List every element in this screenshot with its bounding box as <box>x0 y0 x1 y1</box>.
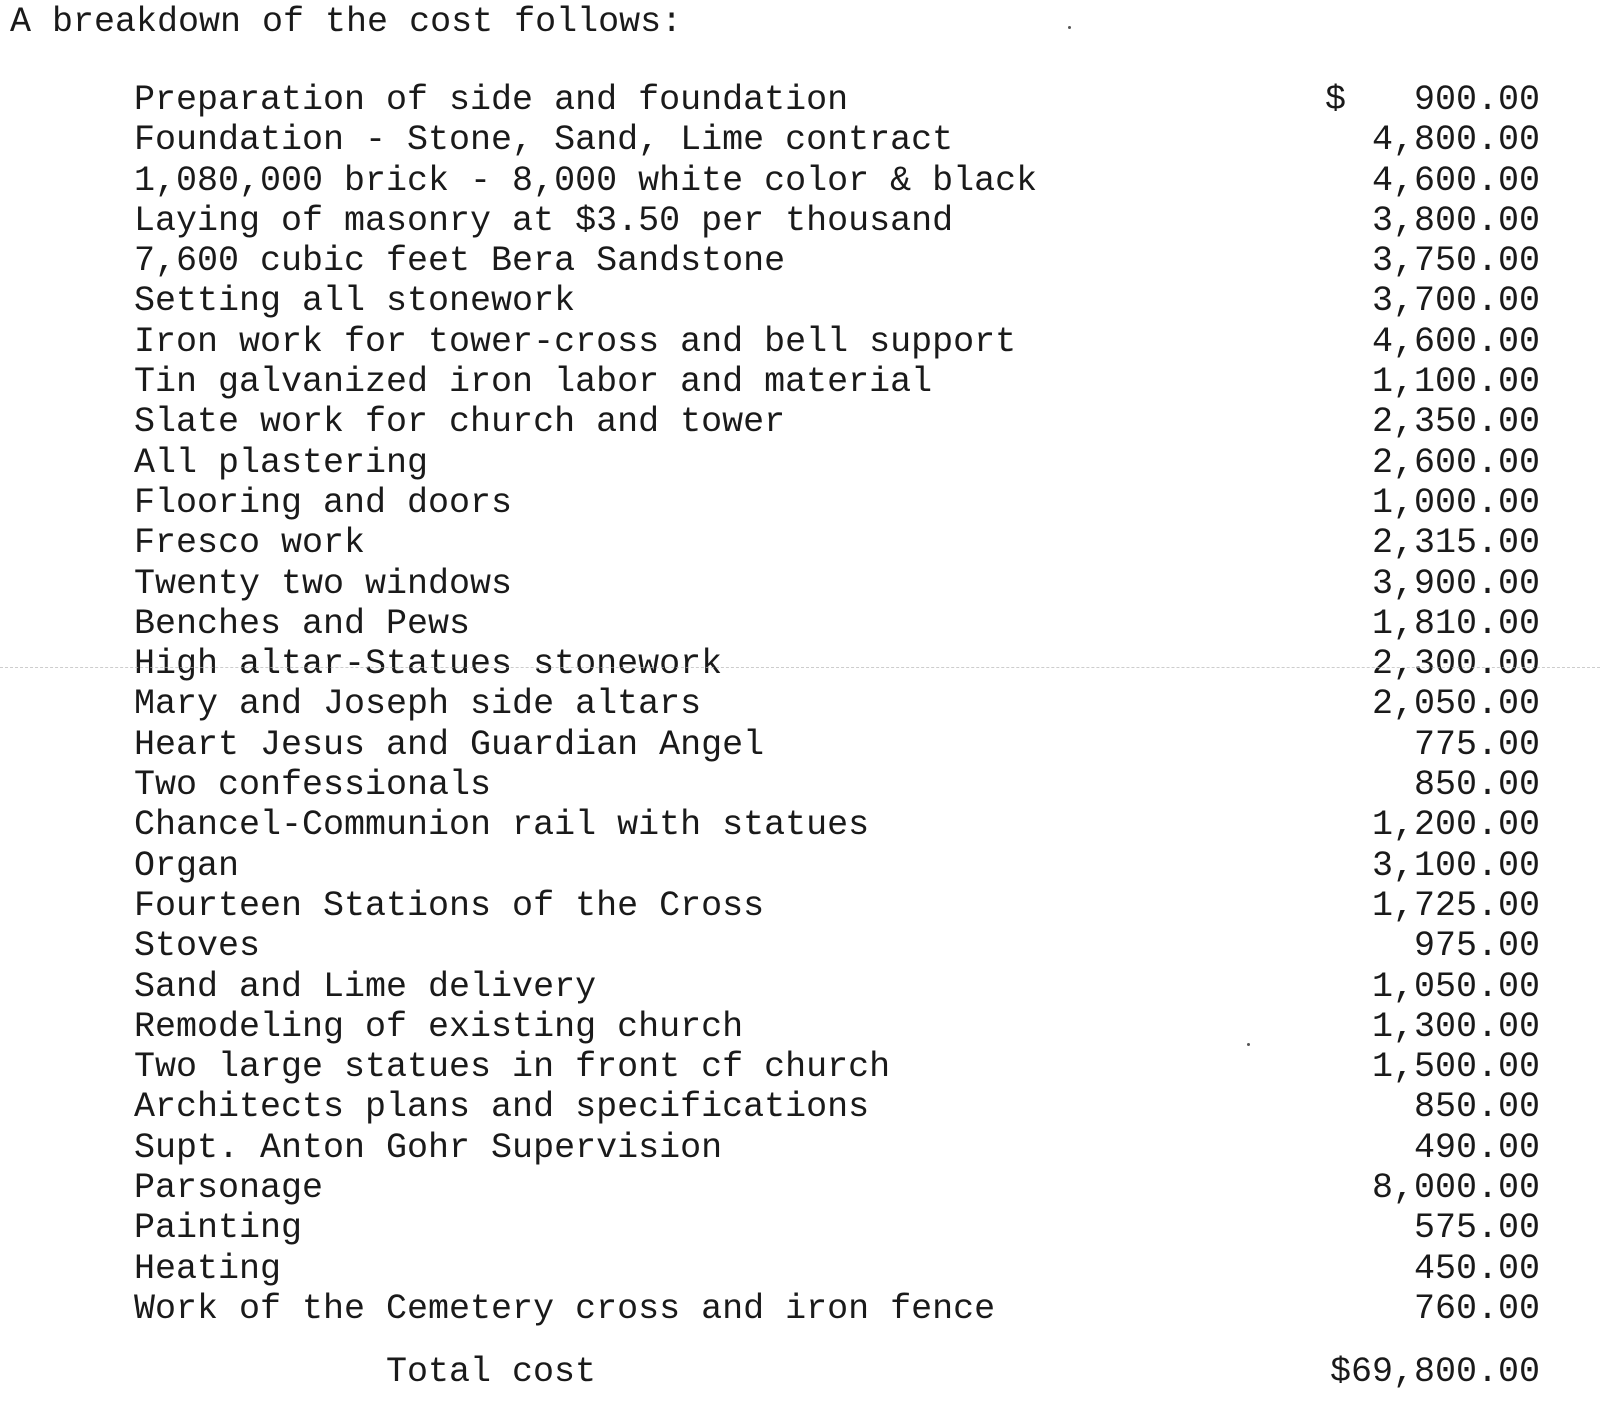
cost-item-description: Slate work for church and tower <box>134 402 786 443</box>
cost-item-description: Fresco work <box>134 523 366 564</box>
cost-item-row <box>0 1047 1600 1087</box>
cost-item-row <box>0 967 1600 1007</box>
cost-item-amount: 2,050.00 <box>1371 684 1540 725</box>
cost-item-amount: 2,300.00 <box>1371 644 1540 685</box>
cost-item-amount: 760.00 <box>1413 1288 1540 1329</box>
cost-item-description: Parsonage <box>134 1168 324 1209</box>
cost-item-amount: 1,100.00 <box>1371 362 1540 403</box>
cost-item-row <box>0 564 1600 604</box>
cost-item-description: Twenty two windows <box>134 563 513 604</box>
cost-item-amount: 900.00 <box>1413 80 1540 120</box>
cost-item-row <box>0 1249 1600 1289</box>
cost-item-row <box>0 241 1600 281</box>
cost-item-description: Two confessionals <box>134 765 492 806</box>
paper-fold-line <box>0 667 1600 668</box>
scan-speck <box>1068 26 1071 29</box>
cost-item-description: Architects plans and specifications <box>134 1087 870 1128</box>
cost-item-description: Foundation - Stone, Sand, Lime contract <box>134 120 954 161</box>
cost-item-description: Flooring and doors <box>134 482 513 523</box>
cost-item-row <box>0 161 1600 201</box>
cost-item-description: Heating <box>134 1248 282 1289</box>
cost-item-amount: 490.00 <box>1413 1127 1540 1168</box>
cost-item-amount: 1,500.00 <box>1371 1047 1540 1088</box>
cost-breakdown-list <box>0 80 1600 1329</box>
cost-item-amount: 3,700.00 <box>1371 281 1540 322</box>
cost-item-amount: 1,300.00 <box>1371 1006 1540 1047</box>
cost-item-row <box>0 926 1600 966</box>
currency-symbol: $ <box>1325 80 1347 120</box>
cost-item-row <box>0 805 1600 845</box>
cost-item-description: Fourteen Stations of the Cross <box>134 885 765 926</box>
cost-item-amount: 3,100.00 <box>1371 845 1540 886</box>
cost-item-description: Iron work for tower-cross and bell support <box>134 321 1017 362</box>
cost-item-amount: 4,600.00 <box>1371 321 1540 362</box>
cost-item-row <box>0 443 1600 483</box>
cost-item-row <box>0 1128 1600 1168</box>
cost-item-description: Heart Jesus and Guardian Angel <box>134 724 765 765</box>
cost-item-row <box>0 322 1600 362</box>
cost-item-row <box>0 1168 1600 1208</box>
cost-item-row <box>0 644 1600 684</box>
cost-item-amount: 3,800.00 <box>1371 200 1540 241</box>
total-amount: $69,800.00 <box>1329 1352 1540 1392</box>
cost-item-description: Preparation of side and foundation <box>134 80 849 120</box>
cost-item-description: Laying of masonry at $3.50 per thousand <box>134 200 954 241</box>
cost-item-row <box>0 281 1600 321</box>
cost-item-amount: 450.00 <box>1413 1248 1540 1289</box>
cost-item-row <box>0 725 1600 765</box>
cost-item-row <box>0 201 1600 241</box>
cost-item-description: Painting <box>134 1208 303 1249</box>
cost-item-row <box>0 604 1600 644</box>
cost-item-description: Chancel-Communion rail with statues <box>134 805 870 846</box>
cost-item-amount: 2,315.00 <box>1371 523 1540 564</box>
cost-item-description: Sand and Lime delivery <box>134 966 597 1007</box>
cost-item-row <box>0 765 1600 805</box>
cost-item-row <box>0 402 1600 442</box>
cost-item-amount: 2,600.00 <box>1371 442 1540 483</box>
cost-item-amount: 1,000.00 <box>1371 482 1540 523</box>
cost-item-description: Two large statues in front cf church <box>134 1047 891 1088</box>
cost-item-row <box>0 120 1600 160</box>
cost-item-row <box>0 1087 1600 1127</box>
cost-item-amount: 850.00 <box>1413 765 1540 806</box>
cost-item-description: Setting all stonework <box>134 281 576 322</box>
cost-item-description: Tin galvanized iron labor and material <box>134 362 933 403</box>
document-intro: A breakdown of the cost follows: <box>10 2 683 42</box>
cost-item-description: High altar-Statues stonework <box>134 644 723 685</box>
cost-item-description: Remodeling of existing church <box>134 1006 744 1047</box>
cost-item-description: Stoves <box>134 926 261 967</box>
cost-item-row <box>0 1289 1600 1329</box>
cost-item-row <box>0 684 1600 724</box>
cost-item-description: 1,080,000 brick - 8,000 white color & black <box>134 160 1038 201</box>
cost-item-row <box>0 1007 1600 1047</box>
cost-item-row <box>0 483 1600 523</box>
cost-item-row <box>0 362 1600 402</box>
cost-item-description: 7,600 cubic feet Bera Sandstone <box>134 241 786 282</box>
cost-item-description: Work of the Cemetery cross and iron fence <box>134 1288 996 1329</box>
cost-item-amount: 1,200.00 <box>1371 805 1540 846</box>
cost-item-row <box>0 1208 1600 1248</box>
total-row <box>0 1352 1600 1392</box>
cost-item-amount: 2,350.00 <box>1371 402 1540 443</box>
cost-item-description: Mary and Joseph side altars <box>134 684 702 725</box>
cost-item-amount: 3,900.00 <box>1371 563 1540 604</box>
cost-item-description: All plastering <box>134 442 429 483</box>
cost-item-amount: 575.00 <box>1413 1208 1540 1249</box>
cost-item-description: Benches and Pews <box>134 603 471 644</box>
cost-item-row <box>0 523 1600 563</box>
cost-item-amount: 8,000.00 <box>1371 1168 1540 1209</box>
cost-item-amount: 3,750.00 <box>1371 241 1540 282</box>
cost-item-amount: 850.00 <box>1413 1087 1540 1128</box>
cost-item-row <box>0 886 1600 926</box>
cost-item-amount: 1,810.00 <box>1371 603 1540 644</box>
cost-item-amount: 4,800.00 <box>1371 120 1540 161</box>
total-label: Total cost <box>386 1352 597 1392</box>
cost-item-amount: 1,725.00 <box>1371 885 1540 926</box>
cost-item-amount: 1,050.00 <box>1371 966 1540 1007</box>
cost-item-row <box>0 846 1600 886</box>
cost-item-amount: 4,600.00 <box>1371 160 1540 201</box>
cost-item-row <box>0 80 1600 120</box>
cost-item-amount: 975.00 <box>1413 926 1540 967</box>
cost-item-description: Organ <box>134 845 240 886</box>
cost-item-description: Supt. Anton Gohr Supervision <box>134 1127 723 1168</box>
scan-speck <box>1247 1043 1250 1046</box>
cost-item-amount: 775.00 <box>1413 724 1540 765</box>
